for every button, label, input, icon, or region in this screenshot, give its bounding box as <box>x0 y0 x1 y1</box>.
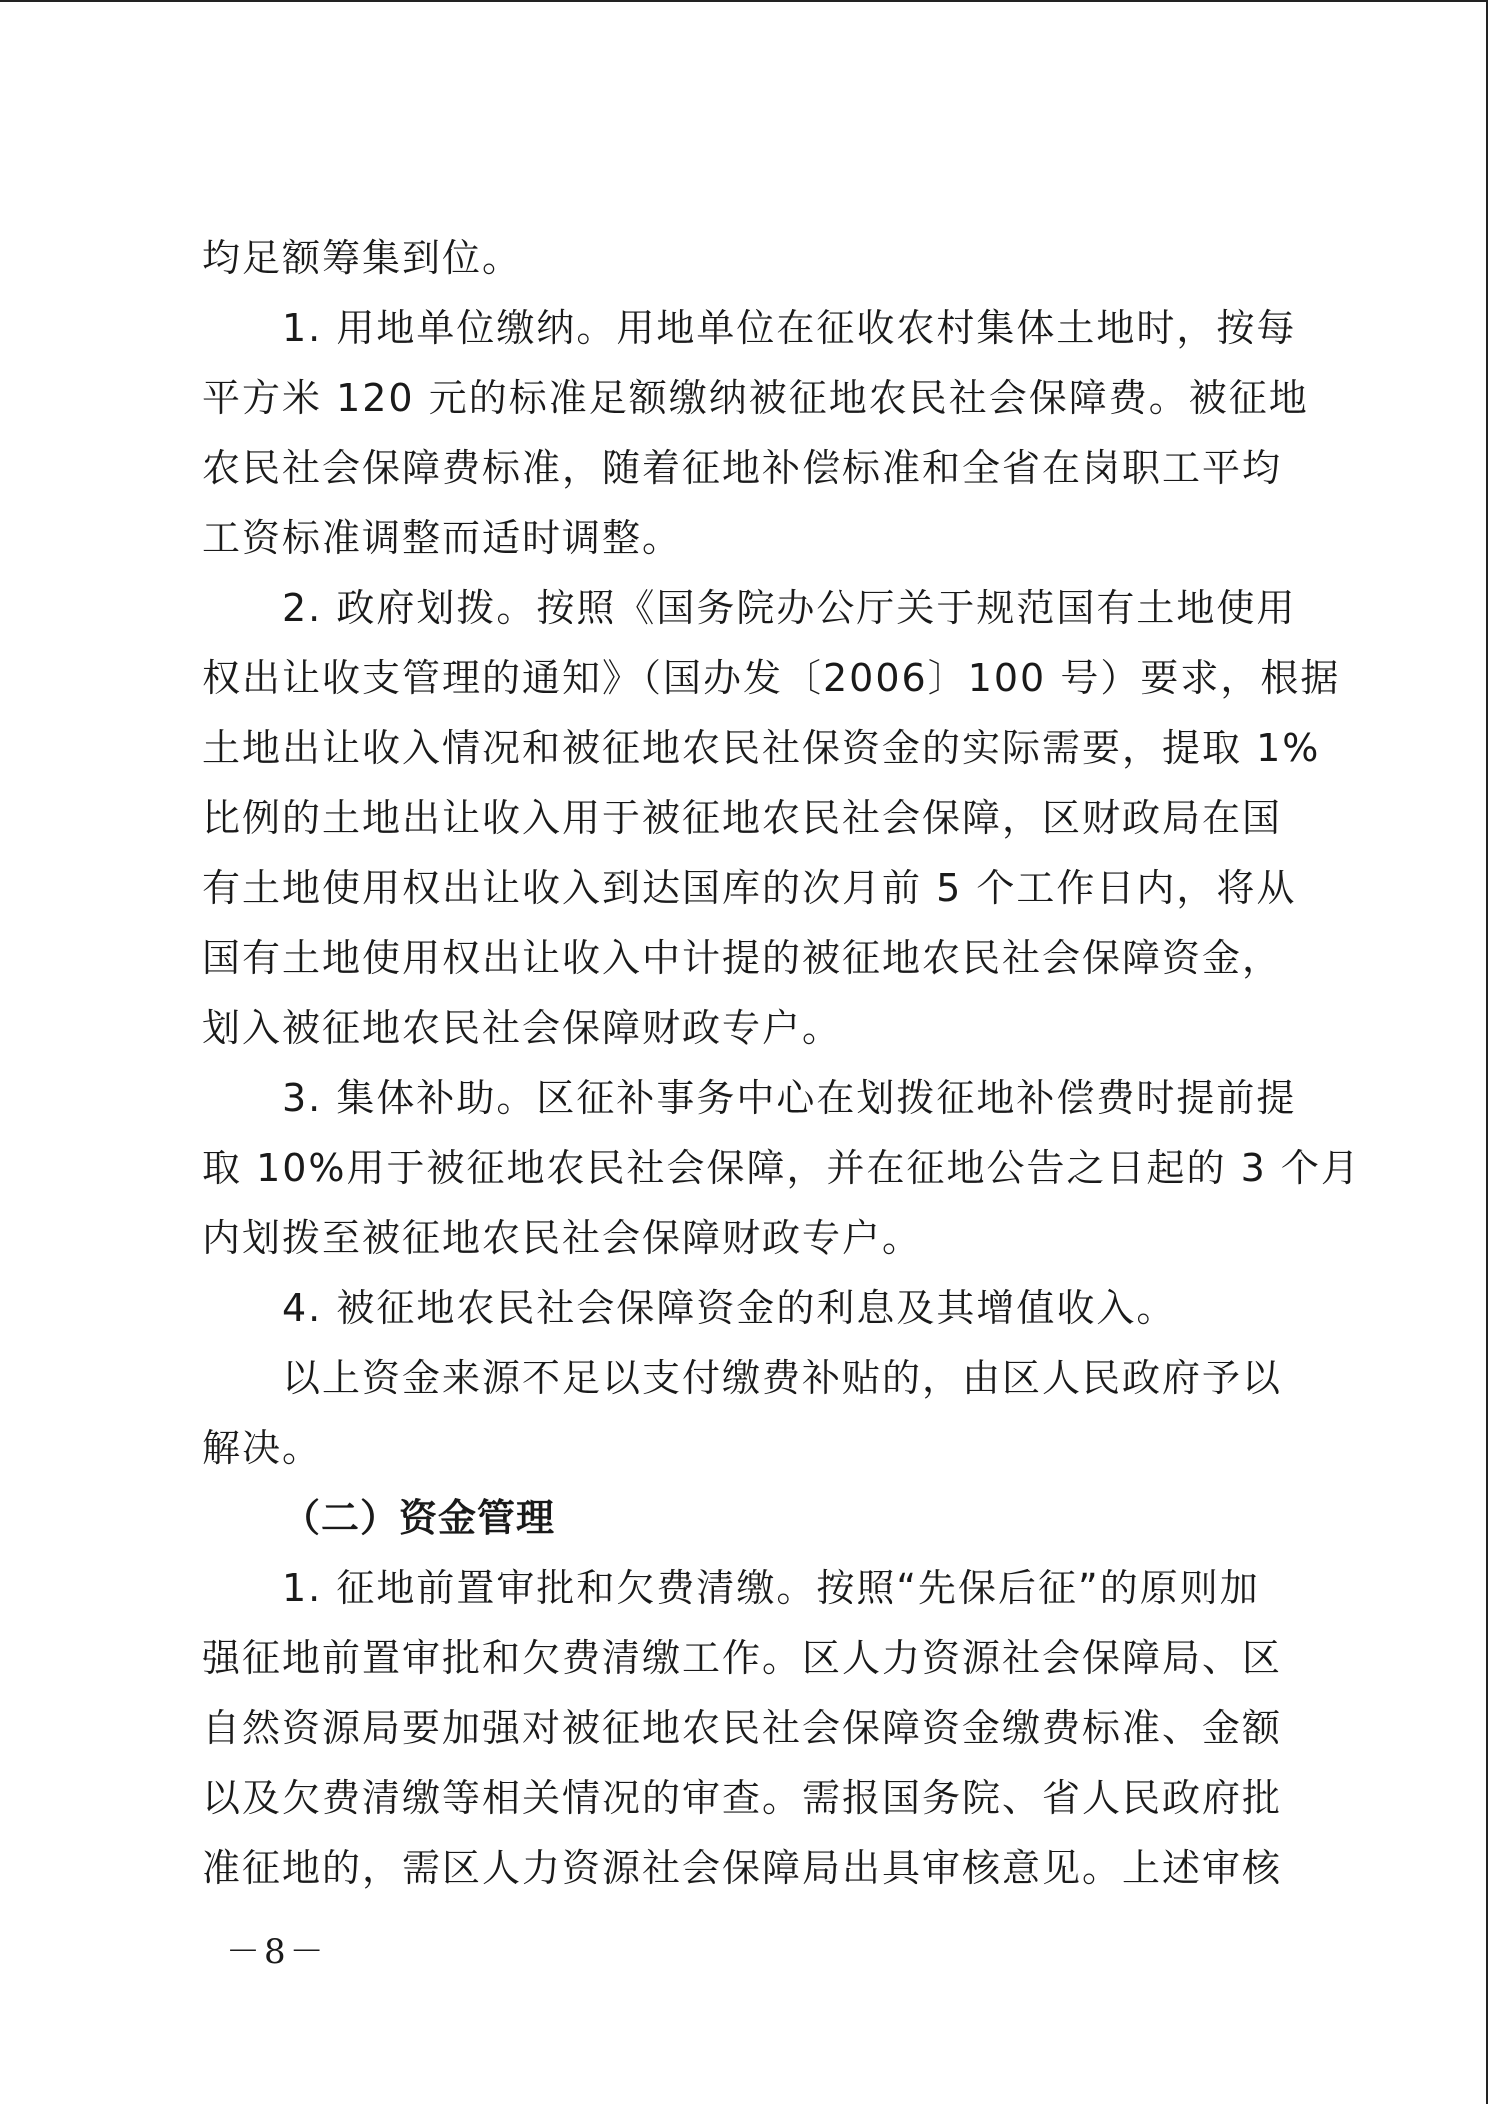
text-line: 划入被征地农民社会保障财政专户。 <box>202 1006 843 1050</box>
text-line: 均足额筹集到位。 <box>202 236 523 280</box>
text-line: 1. 征地前置审批和欠费清缴。按照“先保后征”的原则加 <box>282 1566 1260 1610</box>
text-line: 强征地前置审批和欠费清缴工作。区人力资源社会保障局、区 <box>202 1636 1283 1680</box>
text-line: 权出让收支管理的通知》（国办发〔2006〕100 号）要求，根据 <box>202 656 1341 700</box>
text-line: 取 10%用于被征地农民社会保障，并在征地公告之日起的 3 个月 <box>202 1146 1361 1190</box>
text-line: 准征地的，需区人力资源社会保障局出具审核意见。上述审核 <box>202 1846 1283 1890</box>
text-line: 有土地使用权出让收入到达国库的次月前 5 个工作日内，将从 <box>202 866 1297 910</box>
section-heading: （二）资金管理 <box>282 1496 556 1540</box>
text-line: 比例的土地出让收入用于被征地农民社会保障，区财政局在国 <box>202 796 1283 840</box>
text-line: 国有土地使用权出让收入中计提的被征地农民社会保障资金， <box>202 936 1283 980</box>
text-line: 以及欠费清缴等相关情况的审查。需报国务院、省人民政府批 <box>202 1776 1283 1820</box>
text-line: 农民社会保障费标准，随着征地补偿标准和全省在岗职工平均 <box>202 446 1283 490</box>
text-line: 解决。 <box>202 1426 323 1470</box>
page-number: －8－ <box>226 1932 328 1972</box>
text-line: 3. 集体补助。区征补事务中心在划拨征地补偿费时提前提 <box>282 1076 1297 1120</box>
text-line: 1. 用地单位缴纳。用地单位在征收农村集体土地时，按每 <box>282 306 1297 350</box>
text-line: 自然资源局要加强对被征地农民社会保障资金缴费标准、金额 <box>202 1706 1283 1750</box>
text-line: 土地出让收入情况和被征地农民社保资金的实际需要，提取 1% <box>202 726 1321 770</box>
text-line: 平方米 120 元的标准足额缴纳被征地农民社会保障费。被征地 <box>202 376 1309 420</box>
text-line: 内划拨至被征地农民社会保障财政专户。 <box>202 1216 923 1260</box>
text-line: 以上资金来源不足以支付缴费补贴的，由区人民政府予以 <box>282 1356 1283 1400</box>
text-line: 2. 政府划拨。按照《国务院办公厅关于规范国有土地使用 <box>282 586 1297 630</box>
text-line: 4. 被征地农民社会保障资金的利息及其增值收入。 <box>282 1286 1177 1330</box>
text-line: 工资标准调整而适时调整。 <box>202 516 683 560</box>
